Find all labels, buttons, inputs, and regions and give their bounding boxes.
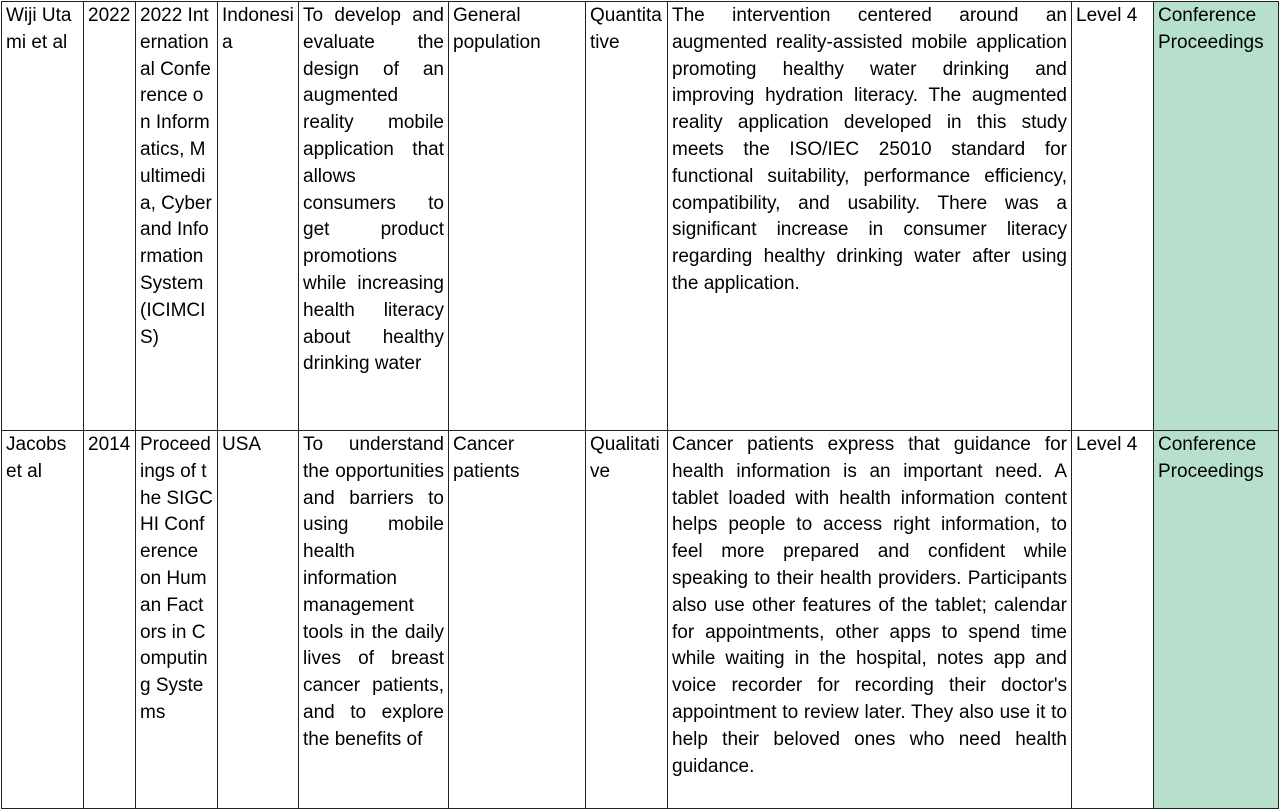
country-cell: Indonesia <box>218 2 299 431</box>
publication-type-cell: Conference Proceedings <box>1154 2 1279 431</box>
table-row <box>2 2 1279 431</box>
author-cell: Jacobs et al <box>2 431 84 809</box>
author-cell: Wiji Utami et al <box>2 2 84 431</box>
aim-cell: To understand the opportunities and barriers to using mobile health information management tools in the daily lives of breast cancer patients, and to explore the benefits of <box>299 431 449 809</box>
population-cell: General population <box>449 2 586 431</box>
population-cell: Cancer patients <box>449 431 586 809</box>
findings-cell: Cancer patients express that guidance for health information is an important need. A tablet loaded with health information content helps people to access right information, to feel more prepared and confident while speaking to their health providers. Participants also use other features of the tablet; calendar for appointments, other apps to spend time while waiting in the hospital, notes app and voice recorder for recording their doctor's appointment to review later. They also use it to help their beloved ones who need health guidance. <box>668 431 1072 809</box>
method-cell: Quantitative <box>586 2 668 431</box>
method-cell: Qualitative <box>586 431 668 809</box>
source-cell: Proceedings of the SIGCHI Conference on Human Factors in Computing Systems <box>136 431 218 809</box>
table-row <box>2 431 1279 809</box>
literature-table <box>1 1 1279 809</box>
source-cell: 2022 International Conference on Informatics, Multimedia, Cyber and Information System (ICIMCIS) <box>136 2 218 431</box>
findings-cell: The intervention centered around an augmented reality-assisted mobile application promoting healthy water drinking and improving hydration literacy. The augmented reality application developed in this study meets the ISO/IEC 25010 standard for functional suitability, performance efficiency, compatibility, and usability. There was a significant increase in consumer literacy regarding healthy drinking water after using the application. <box>668 2 1072 431</box>
evidence-level-cell: Level 4 <box>1072 431 1154 809</box>
publication-type-cell: Conference Proceedings <box>1154 431 1279 809</box>
year-cell: 2014 <box>84 431 136 809</box>
year-cell: 2022 <box>84 2 136 431</box>
country-cell: USA <box>218 431 299 809</box>
evidence-level-cell: Level 4 <box>1072 2 1154 431</box>
aim-cell: To develop and evaluate the design of an augmented reality mobile application that allows consumers to get product promotions while increasing health literacy about healthy drinking water <box>299 2 449 431</box>
